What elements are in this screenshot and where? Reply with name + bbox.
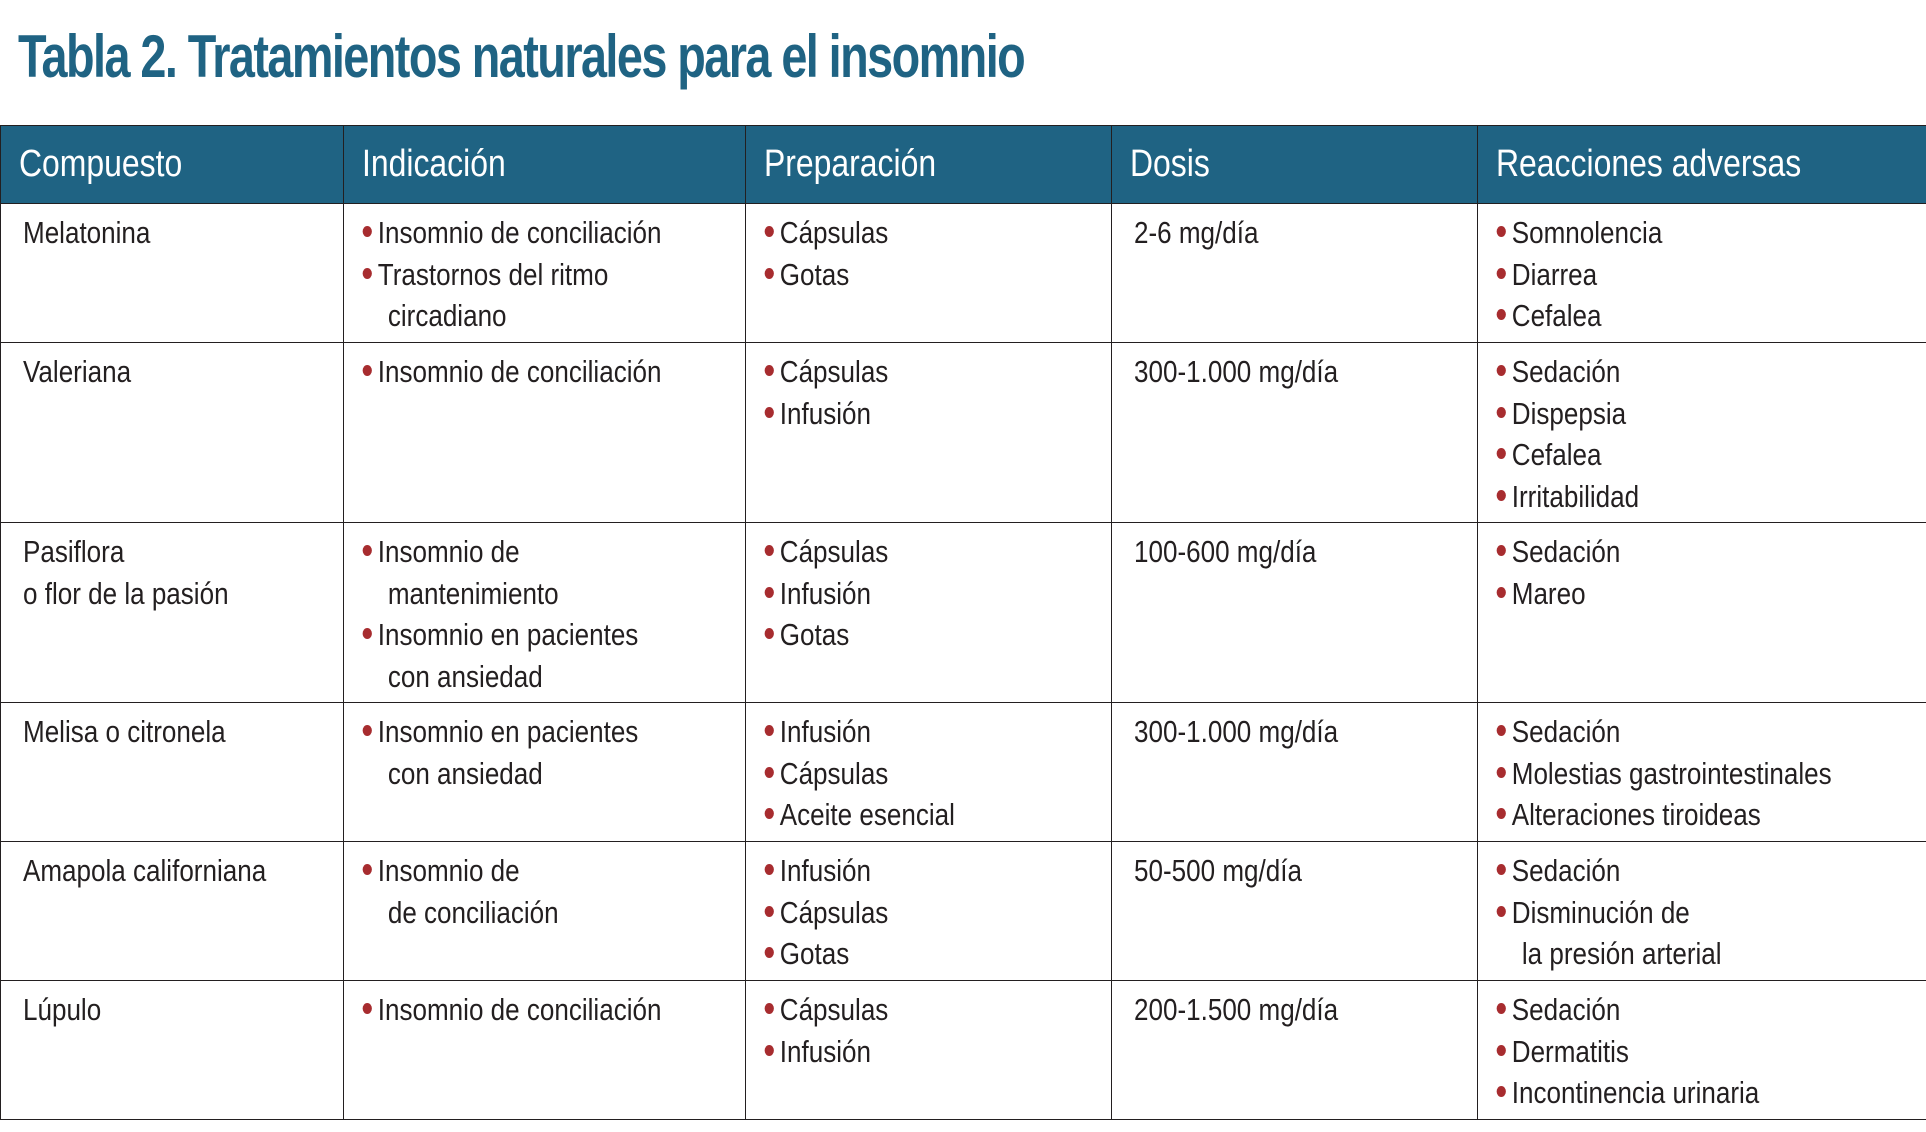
preparacion-item <box>768 989 888 1031</box>
header-indicacion: Indicación <box>344 126 746 204</box>
bullet-icon <box>363 365 372 376</box>
cell-preparacion <box>746 343 1112 523</box>
preparacion-item-text: Infusión <box>779 714 871 749</box>
preparacion-item-text: Gotas <box>779 617 850 652</box>
bullet-icon <box>1497 448 1506 459</box>
reaccion-item-text: Cefalea <box>1511 437 1602 472</box>
cell-indicacion <box>344 343 746 523</box>
cell-compuesto <box>1 981 344 1120</box>
compuesto-text: Valeriana <box>23 354 132 389</box>
reaccion-item <box>1500 794 1832 836</box>
preparacion-item-text: Cápsulas <box>779 354 889 389</box>
indicacion-item-text: de conciliación <box>387 894 559 930</box>
preparacion-item <box>768 711 955 753</box>
compuesto-text: o flor de la pasión <box>23 575 229 611</box>
bullet-icon <box>765 628 774 639</box>
indicacion-item <box>366 850 559 933</box>
bullet-icon <box>765 1003 774 1014</box>
reaccion-item <box>1500 711 1832 753</box>
bullet-icon <box>765 226 774 237</box>
reaccion-item <box>1500 1031 1759 1073</box>
reaccion-item-text: Sedación <box>1511 992 1621 1027</box>
bullet-icon <box>765 1045 774 1056</box>
bullet-icon <box>363 725 372 736</box>
bullet-icon <box>1497 767 1506 778</box>
bullet-icon <box>765 864 774 875</box>
cell-compuesto <box>1 343 344 523</box>
preparacion-item-text: Infusión <box>779 575 871 611</box>
reaccion-item-text: Sedación <box>1511 354 1621 389</box>
bullet-icon <box>765 767 774 778</box>
reaccion-item-text: Sedación <box>1511 714 1621 749</box>
cell-dosis <box>1112 343 1478 523</box>
cell-dosis <box>1112 981 1478 1120</box>
bullet-icon <box>1497 864 1506 875</box>
preparacion-item-text: Gotas <box>779 936 850 971</box>
indicacion-item <box>366 212 661 254</box>
cell-preparacion <box>746 523 1112 703</box>
cell-reacciones <box>1478 343 1926 523</box>
cell-compuesto <box>1 523 344 703</box>
reaccion-item-text: la presión arterial <box>1521 936 1722 971</box>
indicacion-item <box>366 989 661 1031</box>
table-row <box>1 343 1926 523</box>
cell-reacciones <box>1478 842 1926 981</box>
reaccion-item <box>1500 476 1639 518</box>
reaccion-item-text: Irritabilidad <box>1511 478 1640 514</box>
reaccion-item-text: Dermatitis <box>1511 1033 1629 1069</box>
compuesto-text: Melisa o citronela <box>23 714 226 749</box>
preparacion-item <box>768 531 888 573</box>
preparacion-item <box>768 1031 888 1073</box>
preparacion-item <box>768 393 888 435</box>
preparacion-item <box>768 351 888 393</box>
indicacion-item <box>366 254 661 337</box>
preparacion-item-text: Cápsulas <box>779 755 889 791</box>
reaccion-item-text: Cefalea <box>1511 298 1602 333</box>
cell-indicacion <box>344 981 746 1120</box>
indicacion-item-text: Insomnio de conciliación <box>377 354 662 389</box>
preparacion-item <box>768 212 888 254</box>
bullet-icon <box>1497 587 1506 598</box>
table-row <box>1 204 1926 343</box>
header-dosis: Dosis <box>1112 126 1478 204</box>
cell-reacciones <box>1478 204 1926 343</box>
bullet-icon <box>765 906 774 917</box>
reaccion-item-text: Incontinencia urinaria <box>1511 1075 1760 1110</box>
preparacion-item <box>768 850 888 892</box>
indicacion-item-text: Insomnio de <box>377 534 520 569</box>
indicacion-item-text: Insomnio en pacientes <box>377 714 639 749</box>
table-row <box>1 842 1926 981</box>
cell-compuesto <box>1 842 344 981</box>
preparacion-item-text: Cápsulas <box>779 894 889 930</box>
compuesto-text: Melatonina <box>23 215 151 250</box>
bullet-icon <box>1497 1003 1506 1014</box>
preparacion-item <box>768 573 888 615</box>
bullet-icon <box>1497 725 1506 736</box>
preparacion-item-text: Gotas <box>779 256 850 292</box>
preparacion-item <box>768 753 955 795</box>
preparacion-item <box>768 614 888 656</box>
cell-reacciones <box>1478 703 1926 842</box>
dosis-text: 300-1.000 mg/día <box>1134 354 1339 389</box>
cell-indicacion <box>344 523 746 703</box>
dosis-text: 200-1.500 mg/día <box>1134 992 1339 1027</box>
cell-reacciones <box>1478 981 1926 1120</box>
preparacion-item <box>768 794 955 836</box>
dosis-text: 2-6 mg/día <box>1134 215 1259 250</box>
cell-preparacion <box>746 703 1112 842</box>
preparacion-item <box>768 933 888 975</box>
indicacion-item-text: con ansiedad <box>387 755 543 791</box>
reaccion-item-text: Sedación <box>1511 534 1621 569</box>
indicacion-item-text: Insomnio de conciliación <box>377 215 662 250</box>
preparacion-item-text: Infusión <box>779 395 871 431</box>
dosis-text: 300-1.000 mg/día <box>1134 714 1339 749</box>
indicacion-item-text: Insomnio de <box>377 853 520 888</box>
bullet-icon <box>1497 365 1506 376</box>
reaccion-item <box>1500 254 1662 296</box>
reaccion-item-text: Somnolencia <box>1511 215 1663 250</box>
reaccion-item <box>1500 531 1620 573</box>
dosis-text: 50-500 mg/día <box>1134 853 1302 888</box>
bullet-icon <box>765 407 774 418</box>
bullet-icon <box>1497 490 1506 501</box>
preparacion-item-text: Cápsulas <box>779 534 889 569</box>
bullet-icon <box>1497 309 1506 320</box>
bullet-icon <box>765 268 774 279</box>
table-header-row <box>1 126 1926 204</box>
header-preparacion: Preparación <box>746 126 1112 204</box>
bullet-icon <box>363 226 372 237</box>
bullet-icon <box>363 628 372 639</box>
table-row <box>1 523 1926 703</box>
table-row <box>1 703 1926 842</box>
bullet-icon <box>765 587 774 598</box>
indicacion-item-text: Insomnio en pacientes <box>377 617 639 652</box>
indicacion-item-text: mantenimiento <box>387 575 559 611</box>
reaccion-item <box>1500 212 1662 254</box>
indicacion-item <box>366 531 638 614</box>
cell-indicacion <box>344 703 746 842</box>
cell-dosis <box>1112 204 1478 343</box>
reaccion-item-text: Diarrea <box>1511 256 1598 292</box>
bullet-icon <box>765 725 774 736</box>
reaccion-item-text: Alteraciones tiroideas <box>1511 797 1761 832</box>
preparacion-item <box>768 254 888 296</box>
indicacion-item <box>366 711 638 794</box>
reaccion-item <box>1500 573 1620 615</box>
indicacion-item-text: Insomnio de conciliación <box>377 992 662 1027</box>
bullet-icon <box>363 864 372 875</box>
reaccion-item <box>1500 753 1832 795</box>
cell-dosis <box>1112 703 1478 842</box>
compuesto-text: Pasiflora <box>23 534 125 569</box>
cell-indicacion <box>344 204 746 343</box>
bullet-icon <box>363 1003 372 1014</box>
indicacion-item <box>366 614 638 697</box>
reaccion-item <box>1500 434 1639 476</box>
cell-compuesto <box>1 703 344 842</box>
reaccion-item-text: Mareo <box>1511 575 1586 611</box>
bullet-icon <box>765 365 774 376</box>
bullet-icon <box>1497 1086 1506 1097</box>
treatments-table <box>0 125 1926 1120</box>
indicacion-item-text: circadiano <box>387 298 507 333</box>
compuesto-text: Lúpulo <box>23 992 102 1027</box>
dosis-text: 100-600 mg/día <box>1134 534 1317 569</box>
bullet-icon <box>1497 268 1506 279</box>
cell-dosis <box>1112 842 1478 981</box>
header-compuesto: Compuesto <box>1 126 344 204</box>
reaccion-item-text: Molestias gastrointestinales <box>1511 755 1832 791</box>
cell-reacciones <box>1478 523 1926 703</box>
bullet-icon <box>765 808 774 819</box>
preparacion-item-text: Infusión <box>779 1033 871 1069</box>
preparacion-item-text: Cápsulas <box>779 992 889 1027</box>
reaccion-item <box>1500 850 1722 892</box>
bullet-icon <box>363 545 372 556</box>
preparacion-item-text: Cápsulas <box>779 215 889 250</box>
reaccion-item <box>1500 393 1639 435</box>
reaccion-item <box>1500 989 1759 1031</box>
bullet-icon <box>1497 407 1506 418</box>
reaccion-item <box>1500 1072 1759 1114</box>
bullet-icon <box>765 947 774 958</box>
cell-indicacion <box>344 842 746 981</box>
indicacion-item-text: con ansiedad <box>387 658 543 694</box>
bullet-icon <box>1497 1045 1506 1056</box>
cell-preparacion <box>746 204 1112 343</box>
header-reacciones: Reacciones adversas <box>1478 126 1926 204</box>
bullet-icon <box>1497 226 1506 237</box>
table-row <box>1 981 1926 1120</box>
reaccion-item <box>1500 295 1662 337</box>
preparacion-item <box>768 892 888 934</box>
reaccion-item <box>1500 351 1639 393</box>
bullet-icon <box>1497 545 1506 556</box>
indicacion-item <box>366 351 661 393</box>
bullet-icon <box>363 268 372 279</box>
table-title: Tabla 2. Tratamientos naturales para el insomnio <box>18 23 1025 90</box>
reaccion-item-text: Dispepsia <box>1511 395 1627 431</box>
reaccion-item-text: Disminución de <box>1511 894 1690 930</box>
reaccion-item-text: Sedación <box>1511 853 1621 888</box>
bullet-icon <box>1497 906 1506 917</box>
cell-preparacion <box>746 981 1112 1120</box>
compuesto-text: Amapola californiana <box>23 853 267 888</box>
indicacion-item-text: Trastornos del ritmo <box>377 256 609 292</box>
cell-preparacion <box>746 842 1112 981</box>
cell-dosis <box>1112 523 1478 703</box>
preparacion-item-text: Aceite esencial <box>779 797 955 832</box>
preparacion-item-text: Infusión <box>779 853 871 888</box>
cell-compuesto <box>1 204 344 343</box>
bullet-icon <box>765 545 774 556</box>
bullet-icon <box>1497 808 1506 819</box>
reaccion-item <box>1500 892 1722 975</box>
